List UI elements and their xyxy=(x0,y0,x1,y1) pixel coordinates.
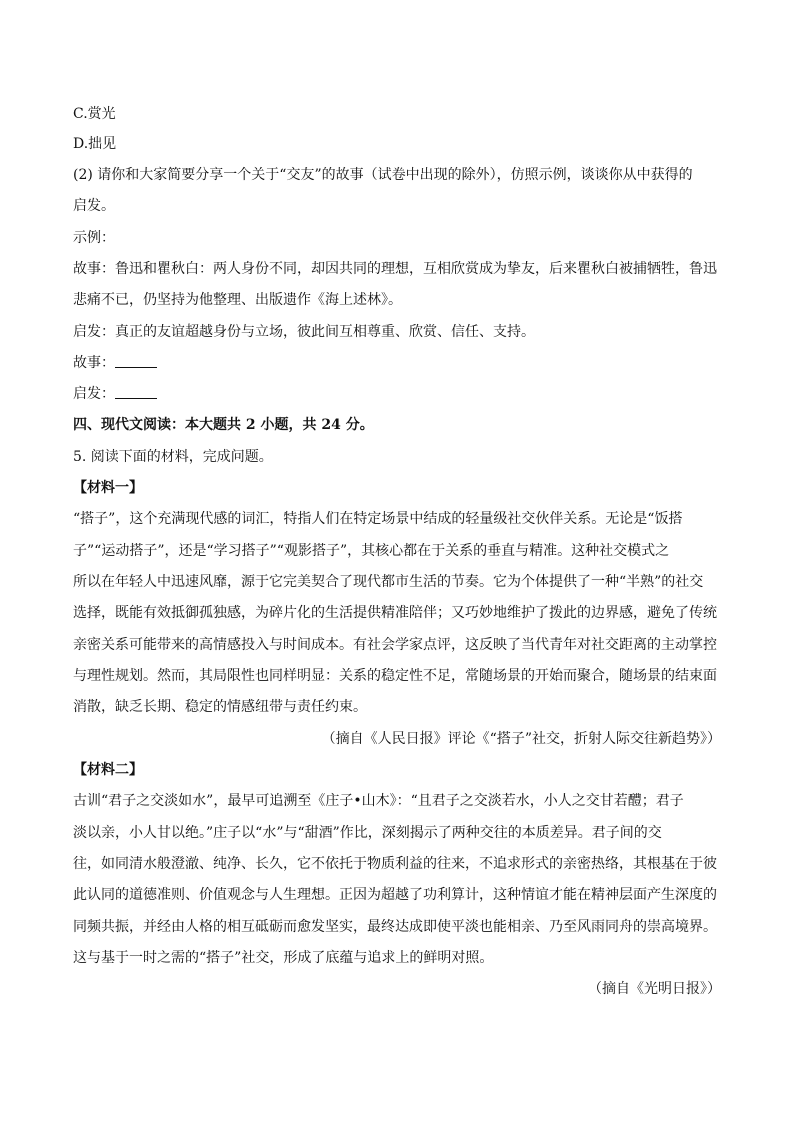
material-2-line: 往，如同清水般澄澈、纯净、长久，它不依托于物质利益的往来，不追求形式的亲密热络，其根基在于彼 xyxy=(73,856,717,872)
question-2-line-2: 启发。 xyxy=(73,198,115,214)
insight-answer-row xyxy=(73,384,721,404)
section-4-heading: 四、现代文阅读：本大题共 2 小题，共 24 分。 xyxy=(73,417,374,433)
material-1-line: 亲密关系可能带来的高情感投入与时间成本。有社会学家点评，这反映了当代青年对社交距离的主动掌控 xyxy=(73,637,717,653)
material-1-line: “搭子”，这个充满现代感的词汇，特指人们在特定场景中结成的轻量级社交伙伴关系。无论是“饭搭 xyxy=(73,511,683,527)
story-answer-row xyxy=(73,353,721,373)
option-c: C.赏光 xyxy=(73,106,116,122)
material-1-line: 消散，缺乏长期、稳定的情感纽带与责任约束。 xyxy=(73,699,367,715)
example-story-line-1: 故事：鲁迅和瞿秋白：两人身份不同，却因共同的理想，互相欣赏成为挚友，后来瞿秋白被捕牺牲，鲁迅 xyxy=(73,261,717,277)
question-2-line-1: (2) 请你和大家简要分享一个关于“交友”的故事（试卷中出现的除外），仿照示例，谈谈你从中获得的 xyxy=(73,167,693,183)
material-1-line: 所以在年轻人中迅速风靡，源于它完美契合了现代都市生活的节奏。它为个体提供了一种“半熟”的社交 xyxy=(73,574,704,590)
material-1-line: 选择，既能有效抵御孤独感，为碎片化的生活提供精准陪伴；又巧妙地维护了拨此的边界感，避免了传统 xyxy=(73,605,717,621)
story-answer-label: 故事： xyxy=(73,355,115,371)
material-2-label: 【材料二】 xyxy=(73,762,143,778)
material-2-source: （摘自《光明日报》） xyxy=(588,981,721,997)
material-1-label: 【材料一】 xyxy=(73,480,143,496)
insight-answer-blank[interactable] xyxy=(115,384,157,399)
material-1-line: 子”“运动搭子”，还是“学习搭子”“观影搭子”，其核心都在于关系的垂直与精准。这种社交模式之 xyxy=(73,543,670,559)
option-d: D.拙见 xyxy=(73,136,117,152)
example-label: 示例： xyxy=(73,230,115,246)
material-2-line: 这与基于一时之需的“搭子”社交，形成了底蕴与追求上的鲜明对照。 xyxy=(73,950,494,966)
material-2-line: 古训“君子之交淡如水”，最早可追溯至《庄子•山木》：“且君子之交淡若水，小人之交甘若醴；君子 xyxy=(73,793,684,809)
example-insight: 启发：真正的友谊超越身份与立场，彼此间互相尊重、欣赏、信任、支持。 xyxy=(73,324,535,340)
example-story-line-2: 悲痛不已，仍坚持为他整理、出版遗作《海上述林》。 xyxy=(73,292,402,308)
question-5-prompt: 5. 阅读下面的材料，完成问题。 xyxy=(73,449,273,465)
material-2-line: 此认同的道德准则、价值观念与人生理想。正因为超越了功利算计，这种情谊才能在精神层面产生深度的 xyxy=(73,887,717,903)
material-2-line: 淡以亲，小人甘以绝。”庄子以“水”与“甜酒”作比，深刻揭示了两种交往的本质差异。君子间的交 xyxy=(73,825,662,841)
material-2-line: 同频共振，并经由人格的相互砥砺而愈发坚实，最终达成即使平淡也能相亲、乃至风雨同舟的崇高境界。 xyxy=(73,919,717,935)
material-1-line: 与理性规划。然而，其局限性也同样明显：关系的稳定性不足，常随场景的开始而聚合，随场景的结束面 xyxy=(73,668,717,684)
material-1-source: （摘自《人民日报》评论《“搭子”社交，折射人际交往新趋势》） xyxy=(321,731,721,747)
insight-answer-label: 启发： xyxy=(73,386,115,402)
story-answer-blank[interactable] xyxy=(115,353,157,368)
